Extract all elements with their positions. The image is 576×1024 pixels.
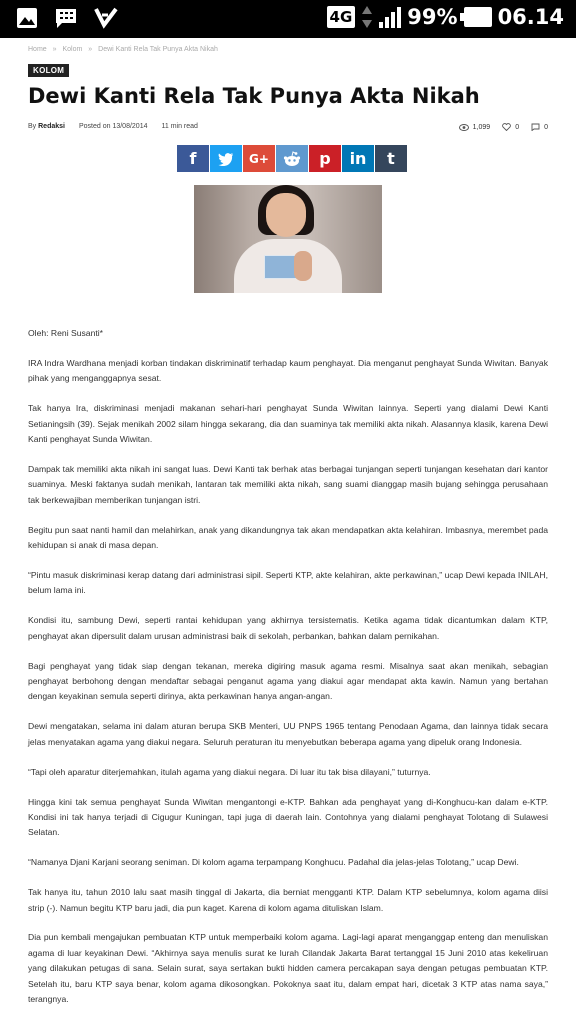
share-buttons <box>177 145 408 172</box>
bbm-icon <box>54 7 78 29</box>
author-name[interactable]: Redaksi <box>38 123 65 130</box>
article-paragraph: Dia pun kembali mengajukan pembuatan KTP untuk memperbaiki kolom agama. Lagi-lagi aparat menganggap enteng dan menuliskan agama di luar keyakinan Dewi. “Akhirnya saya menulis surat ke lurah Cilandak Jakarta Barat tertanggal 15 Juni 2010 atas kekeliruan yang dilakukan petugas di sana. Selain surat, saya sertakan bukti hidden camera percakapan saya dengan petugas pembuatan KTP. Setelah itu, baru KTP saya benar, kolom agama dikosongkan. Pokoknya saat itu, dalam empat hari, dicetak 3 KTP atas nama saya,” terangnya. <box>28 932 548 1005</box>
read-time: 11 min read <box>161 123 198 130</box>
article-paragraph: “Namanya Djani Karjani seorang seniman. Di kolom agama terpampang Konghucu. Padahal dia jelas-jelas Tolotang,” ucap Dewi. <box>28 857 519 868</box>
article-paragraph: Tak hanya Ira, diskriminasi menjadi makanan sehari-hari penghayat Sunda Wiwitan lainnya. Seperti yang dialami Dewi Kanti Setianingsih (39). Sejak menikah 2002 silam hingga sekarang, dia dan suaminya tak memiliki akta nikah. Alasannya klasik, karena Dewi Kanti penghayat Sunda Wiwitan. <box>28 403 548 445</box>
pinterest-share-button[interactable]: p <box>309 145 341 172</box>
breadcrumb-separator: » <box>52 46 57 53</box>
googleplus-share-button[interactable]: G+ <box>243 145 275 172</box>
article-body <box>28 326 548 1022</box>
clock: 06.14 <box>497 5 564 29</box>
breadcrumb-home[interactable]: Home <box>28 46 47 53</box>
author-byline <box>28 123 65 130</box>
breadcrumb <box>28 46 548 58</box>
views-stat <box>459 124 491 131</box>
network-type-badge: 4G <box>327 6 356 28</box>
likes-stat[interactable] <box>502 123 519 131</box>
article-paragraph: Dampak tak memiliki akta nikah ini sangat luas. Dewi Kanti tak berhak atas berbagai tunjangan seperti tunjangan kesehatan dari kantor suaminya. Meski faktanya sudah menikah, lantaran tak memiliki akta nikah, sang suami dianggap masih bujang sehingga perusahaan tak berkewajiban memberikan tunjangan istri. <box>28 463 548 505</box>
status-bar <box>0 0 576 38</box>
article-meta <box>28 123 548 130</box>
article-page <box>28 46 548 1005</box>
article-paragraph: “Tapi oleh aparatur diterjemahkan, itulah agama yang diakui negara. Di luar itu tak bisa dilayani,” tuturnya. <box>28 766 431 777</box>
article-title: Dewi Kanti Rela Tak Punya Akta Nikah <box>28 84 480 108</box>
views-count: 1,099 <box>472 123 491 131</box>
article-stats <box>459 123 548 131</box>
reddit-alien-icon <box>283 151 301 167</box>
article-paragraph: Bagi penghayat yang tidak siap dengan tekanan, mereka digiring masuk agama resmi. Misalnya saat akan menikah, sebagian penghayat berbohong dengan mendaftar sebagai penganut agama yang diakui agar mendapat akta kawin. Namun yang bertahan dengan keyakinan semula seperti dirinya, akta perkawinan hanya angan-angan. <box>28 660 548 702</box>
reddit-share-button[interactable] <box>276 145 308 172</box>
by-label: By <box>28 123 37 130</box>
battery-percent: 99% <box>407 5 458 29</box>
checkmark-app-icon <box>94 7 118 29</box>
likes-count: 0 <box>515 123 520 131</box>
article-paragraph: Begitu pun saat nanti hamil dan melahirkan, anak yang dikandungnya tak akan mendapatkan akta kelahiran. Imbasnya, merembet pada kehidupan si anak di masa depan. <box>28 524 548 551</box>
comments-stat[interactable] <box>531 123 548 131</box>
tumblr-share-button[interactable]: t <box>375 145 407 172</box>
breadcrumb-category[interactable]: Kolom <box>62 46 83 53</box>
heart-icon <box>502 123 511 131</box>
comment-icon <box>531 123 540 131</box>
article-photo <box>194 185 382 293</box>
eye-icon <box>459 124 469 131</box>
twitter-share-button[interactable] <box>210 145 242 172</box>
posted-date: Posted on 13/08/2014 <box>78 123 148 130</box>
breadcrumb-current: Dewi Kanti Rela Tak Punya Akta Nikah <box>98 46 218 53</box>
article-paragraph: Oleh: Reni Susanti* <box>28 328 103 338</box>
gallery-icon <box>16 7 38 29</box>
breadcrumb-separator: » <box>88 46 93 53</box>
article-paragraph: “Pintu masuk diskriminasi kerap datang dari administrasi sipil. Seperti KTP, akte kelahiran, akte perkawinan,” ucap Dewi kepada INILAH, belum lama ini. <box>28 569 548 596</box>
article-paragraph: IRA Indra Wardhana menjadi korban tindakan diskriminatif terhadap kaum penghayat. Dia menganut penghayat Sunda Wiwitan. Banyak pihak yang menganggapnya sesat. <box>28 357 548 384</box>
linkedin-share-button[interactable]: in <box>342 145 374 172</box>
article-paragraph: Hingga kini tak semua penghayat Sunda Wiwitan mengantongi e-KTP. Bahkan ada penghayat yang di-Konghucu-kan dalam e-KTP. Kondisi ini tak hanya terjadi di Cigugur Kuningan, tapi juga di daerah lain. Contohnya yang dialami penghayat Tolotang di Sulawesi Selatan. <box>28 796 548 838</box>
comments-count: 0 <box>544 123 548 131</box>
twitter-bird-icon <box>218 152 234 166</box>
battery-icon <box>464 7 492 27</box>
category-tag[interactable]: KOLOM <box>28 64 69 77</box>
signal-strength-icon <box>379 6 401 28</box>
article-paragraph: Kondisi itu, sambung Dewi, seperti rantai kehidupan yang akhirnya tersistematis. Ketika agama tidak dicantumkan dalam KTP, penghayat akan dipersulit dalam urusan administrasi baik di sekolah, perbankan, bahkan dalam pernikahan. <box>28 615 548 641</box>
data-arrows-icon <box>361 5 373 29</box>
article-paragraph: Tak hanya itu, tahun 2010 lalu saat masih tinggal di Jakarta, dia berniat mengganti KTP. Dalam KTP sebelumnya, kolom agama diisi strip (-). Namun begitu KTP baru jadi, dia pun kaget. Karena di kolom agama dituliskan Islam. <box>28 887 548 913</box>
facebook-share-button[interactable]: f <box>177 145 209 172</box>
article-paragraph: Dewi mengatakan, selama ini dalam aturan berupa SKB Menteri, UU PNPS 1965 tentang Penodaan Agama, dan lainnya tidak secara jelas menyatakan agama yang diakui negara. Seluruh peraturan itu menyebutkan beberapa agama yang dipeluk orang Indonesia. <box>28 721 548 747</box>
